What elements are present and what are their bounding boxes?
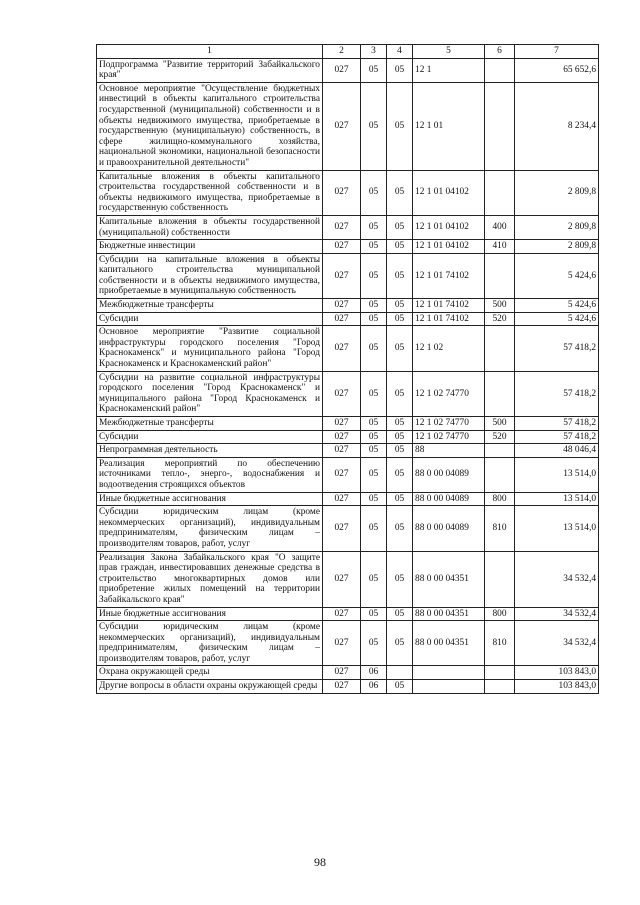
row-subsection-cell: 05 bbox=[387, 371, 413, 416]
row-section-cell: 05 bbox=[361, 82, 387, 170]
row-grbs-cell: 027 bbox=[323, 621, 361, 666]
row-name-cell: Непрограммная деятельность bbox=[97, 444, 323, 458]
row-grbs-cell: 027 bbox=[323, 215, 361, 239]
table-body bbox=[97, 58, 599, 693]
row-subsection-cell: 05 bbox=[387, 312, 413, 326]
row-subsection-cell: 05 bbox=[387, 551, 413, 607]
row-section-cell: 05 bbox=[361, 444, 387, 458]
row-grbs-cell: 027 bbox=[323, 299, 361, 313]
row-grbs-cell: 027 bbox=[323, 457, 361, 492]
row-target-code-cell: 88 0 00 04351 bbox=[413, 551, 485, 607]
table-row bbox=[97, 621, 599, 666]
row-expense-type-cell: 400 bbox=[485, 215, 515, 239]
row-grbs-cell: 027 bbox=[323, 240, 361, 254]
row-sum-cell: 65 652,6 bbox=[515, 58, 599, 82]
row-target-code-cell: 88 0 00 04089 bbox=[413, 506, 485, 551]
row-grbs-cell: 027 bbox=[323, 680, 361, 694]
row-target-code-cell: 88 0 00 04351 bbox=[413, 607, 485, 621]
header-col-6: 6 bbox=[485, 45, 515, 59]
row-section-cell: 05 bbox=[361, 506, 387, 551]
row-expense-type-cell bbox=[485, 326, 515, 371]
header-col-5: 5 bbox=[413, 45, 485, 59]
row-grbs-cell: 027 bbox=[323, 170, 361, 215]
table-row bbox=[97, 506, 599, 551]
header-col-4: 4 bbox=[387, 45, 413, 59]
row-subsection-cell: 05 bbox=[387, 326, 413, 371]
row-target-code-cell: 12 1 01 04102 bbox=[413, 215, 485, 239]
row-grbs-cell: 027 bbox=[323, 312, 361, 326]
table-row bbox=[97, 371, 599, 416]
table-row bbox=[97, 680, 599, 694]
row-target-code-cell: 12 1 01 04102 bbox=[413, 170, 485, 215]
row-target-code-cell: 12 1 01 74102 bbox=[413, 312, 485, 326]
row-expense-type-cell bbox=[485, 82, 515, 170]
row-sum-cell: 13 514,0 bbox=[515, 506, 599, 551]
row-target-code-cell: 12 1 bbox=[413, 58, 485, 82]
row-subsection-cell: 05 bbox=[387, 621, 413, 666]
row-target-code-cell bbox=[413, 666, 485, 680]
row-expense-type-cell bbox=[485, 457, 515, 492]
row-name-cell: Бюджетные инвестиции bbox=[97, 240, 323, 254]
table-row bbox=[97, 492, 599, 506]
row-expense-type-cell bbox=[485, 253, 515, 298]
row-name-cell: Иные бюджетные ассигнования bbox=[97, 607, 323, 621]
row-name-cell: Основное мероприятие "Осуществление бюджетных инвестиций в объекты капитального строительства государственной (муниципальной) собственности и в объекты недвижимого имущества, приобретаемые в государственную (муниципальную) собственность, в сфере жилищно-коммунального хозяйства, национальной экономики, национальной безопасности и правоохранительной деятельности" bbox=[97, 82, 323, 170]
row-expense-type-cell bbox=[485, 444, 515, 458]
row-expense-type-cell: 800 bbox=[485, 492, 515, 506]
row-expense-type-cell: 520 bbox=[485, 430, 515, 444]
row-name-cell: Субсидии юридическим лицам (кроме некоммерческих организаций), индивидуальным предпринимателям, физическим лицам – производителям товаров, работ, услуг bbox=[97, 506, 323, 551]
row-grbs-cell: 027 bbox=[323, 444, 361, 458]
row-sum-cell: 103 843,0 bbox=[515, 680, 599, 694]
row-expense-type-cell: 500 bbox=[485, 299, 515, 313]
row-grbs-cell: 027 bbox=[323, 371, 361, 416]
row-sum-cell: 2 809,8 bbox=[515, 215, 599, 239]
row-expense-type-cell: 500 bbox=[485, 417, 515, 431]
row-name-cell: Субсидии юридическим лицам (кроме некоммерческих организаций), индивидуальным предпринимателям, физическим лицам – производителям товаров, работ, услуг bbox=[97, 621, 323, 666]
table-row bbox=[97, 326, 599, 371]
row-grbs-cell: 027 bbox=[323, 506, 361, 551]
table-row bbox=[97, 299, 599, 313]
header-col-2: 2 bbox=[323, 45, 361, 59]
row-section-cell: 05 bbox=[361, 430, 387, 444]
row-expense-type-cell bbox=[485, 666, 515, 680]
row-subsection-cell: 05 bbox=[387, 82, 413, 170]
row-grbs-cell: 027 bbox=[323, 666, 361, 680]
row-sum-cell: 34 532,4 bbox=[515, 621, 599, 666]
row-target-code-cell: 12 1 01 bbox=[413, 82, 485, 170]
row-sum-cell: 57 418,2 bbox=[515, 371, 599, 416]
row-section-cell: 06 bbox=[361, 680, 387, 694]
row-section-cell: 05 bbox=[361, 299, 387, 313]
row-target-code-cell bbox=[413, 680, 485, 694]
row-subsection-cell: 05 bbox=[387, 253, 413, 298]
row-target-code-cell: 12 1 02 bbox=[413, 326, 485, 371]
header-row bbox=[97, 45, 599, 59]
row-section-cell: 05 bbox=[361, 492, 387, 506]
table-row bbox=[97, 215, 599, 239]
row-section-cell: 05 bbox=[361, 240, 387, 254]
row-name-cell: Подпрограмма "Развитие территорий Забайкальского края" bbox=[97, 58, 323, 82]
row-expense-type-cell: 520 bbox=[485, 312, 515, 326]
row-target-code-cell: 88 0 00 04089 bbox=[413, 492, 485, 506]
row-section-cell: 05 bbox=[361, 326, 387, 371]
row-name-cell: Охрана окружающей среды bbox=[97, 666, 323, 680]
row-name-cell: Основное мероприятие "Развитие социальной инфраструктуры городского поселения "Город Краснокаменск" и муниципального района "Город Краснокаменск и Краснокаменский район" bbox=[97, 326, 323, 371]
row-grbs-cell: 027 bbox=[323, 253, 361, 298]
row-expense-type-cell bbox=[485, 170, 515, 215]
row-name-cell: Капитальные вложения в объекты капитального строительства государственной собственности и в объекты недвижимого имущества, приобретаемые в государственную собственность bbox=[97, 170, 323, 215]
row-sum-cell: 57 418,2 bbox=[515, 430, 599, 444]
table-row bbox=[97, 312, 599, 326]
row-section-cell: 05 bbox=[361, 551, 387, 607]
row-subsection-cell: 05 bbox=[387, 299, 413, 313]
row-section-cell: 05 bbox=[361, 215, 387, 239]
row-sum-cell: 5 424,6 bbox=[515, 312, 599, 326]
row-name-cell: Субсидии на капитальные вложения в объекты капитального строительства муниципальной собственности и в объекты недвижимого имущества, приобретаемые в муниципальную собственность bbox=[97, 253, 323, 298]
row-section-cell: 05 bbox=[361, 621, 387, 666]
row-sum-cell: 2 809,8 bbox=[515, 240, 599, 254]
row-target-code-cell: 12 1 02 74770 bbox=[413, 371, 485, 416]
row-subsection-cell: 05 bbox=[387, 680, 413, 694]
table-row bbox=[97, 417, 599, 431]
row-expense-type-cell: 410 bbox=[485, 240, 515, 254]
table-row bbox=[97, 607, 599, 621]
row-subsection-cell: 05 bbox=[387, 170, 413, 215]
row-expense-type-cell bbox=[485, 58, 515, 82]
row-subsection-cell: 05 bbox=[387, 215, 413, 239]
row-name-cell: Иные бюджетные ассигнования bbox=[97, 492, 323, 506]
row-sum-cell: 57 418,2 bbox=[515, 417, 599, 431]
row-target-code-cell: 12 1 01 04102 bbox=[413, 240, 485, 254]
row-target-code-cell: 88 bbox=[413, 444, 485, 458]
table-row bbox=[97, 253, 599, 298]
row-subsection-cell: 05 bbox=[387, 58, 413, 82]
row-name-cell: Межбюджетные трансферты bbox=[97, 299, 323, 313]
table-row bbox=[97, 170, 599, 215]
row-expense-type-cell: 800 bbox=[485, 607, 515, 621]
table-row bbox=[97, 444, 599, 458]
header-col-3: 3 bbox=[361, 45, 387, 59]
row-subsection-cell: 05 bbox=[387, 607, 413, 621]
row-expense-type-cell bbox=[485, 680, 515, 694]
budget-table bbox=[96, 44, 599, 694]
row-expense-type-cell: 810 bbox=[485, 621, 515, 666]
row-section-cell: 05 bbox=[361, 417, 387, 431]
row-subsection-cell: 05 bbox=[387, 444, 413, 458]
row-name-cell: Субсидии bbox=[97, 430, 323, 444]
row-sum-cell: 13 514,0 bbox=[515, 457, 599, 492]
row-target-code-cell: 88 0 00 04089 bbox=[413, 457, 485, 492]
row-expense-type-cell bbox=[485, 551, 515, 607]
row-subsection-cell: 05 bbox=[387, 417, 413, 431]
row-sum-cell: 48 046,4 bbox=[515, 444, 599, 458]
row-name-cell: Субсидии bbox=[97, 312, 323, 326]
row-name-cell: Капитальные вложения в объекты государственной (муниципальной) собственности bbox=[97, 215, 323, 239]
row-target-code-cell: 12 1 01 74102 bbox=[413, 253, 485, 298]
row-grbs-cell: 027 bbox=[323, 82, 361, 170]
row-section-cell: 05 bbox=[361, 253, 387, 298]
row-section-cell: 05 bbox=[361, 371, 387, 416]
row-target-code-cell: 12 1 01 74102 bbox=[413, 299, 485, 313]
row-sum-cell: 13 514,0 bbox=[515, 492, 599, 506]
table-row bbox=[97, 666, 599, 680]
row-subsection-cell: 05 bbox=[387, 492, 413, 506]
table-row bbox=[97, 240, 599, 254]
row-name-cell: Межбюджетные трансферты bbox=[97, 417, 323, 431]
row-subsection-cell: 05 bbox=[387, 457, 413, 492]
row-name-cell: Другие вопросы в области охраны окружающей среды bbox=[97, 680, 323, 694]
row-grbs-cell: 027 bbox=[323, 58, 361, 82]
row-sum-cell: 8 234,4 bbox=[515, 82, 599, 170]
row-subsection-cell bbox=[387, 666, 413, 680]
row-section-cell: 05 bbox=[361, 312, 387, 326]
row-section-cell: 05 bbox=[361, 607, 387, 621]
row-sum-cell: 2 809,8 bbox=[515, 170, 599, 215]
table-row bbox=[97, 430, 599, 444]
row-sum-cell: 34 532,4 bbox=[515, 551, 599, 607]
row-target-code-cell: 12 1 02 74770 bbox=[413, 430, 485, 444]
row-grbs-cell: 027 bbox=[323, 417, 361, 431]
table-row bbox=[97, 58, 599, 82]
row-target-code-cell: 88 0 00 04351 bbox=[413, 621, 485, 666]
row-subsection-cell: 05 bbox=[387, 430, 413, 444]
row-section-cell: 05 bbox=[361, 58, 387, 82]
table-row bbox=[97, 82, 599, 170]
row-sum-cell: 103 843,0 bbox=[515, 666, 599, 680]
row-sum-cell: 57 418,2 bbox=[515, 326, 599, 371]
row-grbs-cell: 027 bbox=[323, 326, 361, 371]
row-sum-cell: 34 532,4 bbox=[515, 607, 599, 621]
row-target-code-cell: 12 1 02 74770 bbox=[413, 417, 485, 431]
table-row bbox=[97, 551, 599, 607]
row-subsection-cell: 05 bbox=[387, 506, 413, 551]
row-name-cell: Реализация Закона Забайкальского края "О защите прав граждан, инвестировавших денежные средства в строительство многоквартирных домов или приобретение жилых помещений на территории Забайкальского края" bbox=[97, 551, 323, 607]
row-name-cell: Реализация мероприятий по обеспечению источниками тепло-, энерго-, водоснабжения и водоотведения строящихся объектов bbox=[97, 457, 323, 492]
header-col-7: 7 bbox=[515, 45, 599, 59]
row-section-cell: 05 bbox=[361, 170, 387, 215]
row-section-cell: 06 bbox=[361, 666, 387, 680]
row-section-cell: 05 bbox=[361, 457, 387, 492]
budget-table-container bbox=[96, 44, 598, 694]
row-name-cell: Субсидии на развитие социальной инфраструктуры городского поселения "Город Краснокаменск" и муниципального района "Город Краснокаменск и Краснокаменский район" bbox=[97, 371, 323, 416]
row-grbs-cell: 027 bbox=[323, 607, 361, 621]
row-sum-cell: 5 424,6 bbox=[515, 253, 599, 298]
row-subsection-cell: 05 bbox=[387, 240, 413, 254]
table-row bbox=[97, 457, 599, 492]
row-grbs-cell: 027 bbox=[323, 430, 361, 444]
row-sum-cell: 5 424,6 bbox=[515, 299, 599, 313]
header-col-1: 1 bbox=[97, 45, 323, 59]
row-expense-type-cell bbox=[485, 371, 515, 416]
page-number: 98 bbox=[314, 855, 326, 869]
row-grbs-cell: 027 bbox=[323, 492, 361, 506]
row-grbs-cell: 027 bbox=[323, 551, 361, 607]
row-expense-type-cell: 810 bbox=[485, 506, 515, 551]
